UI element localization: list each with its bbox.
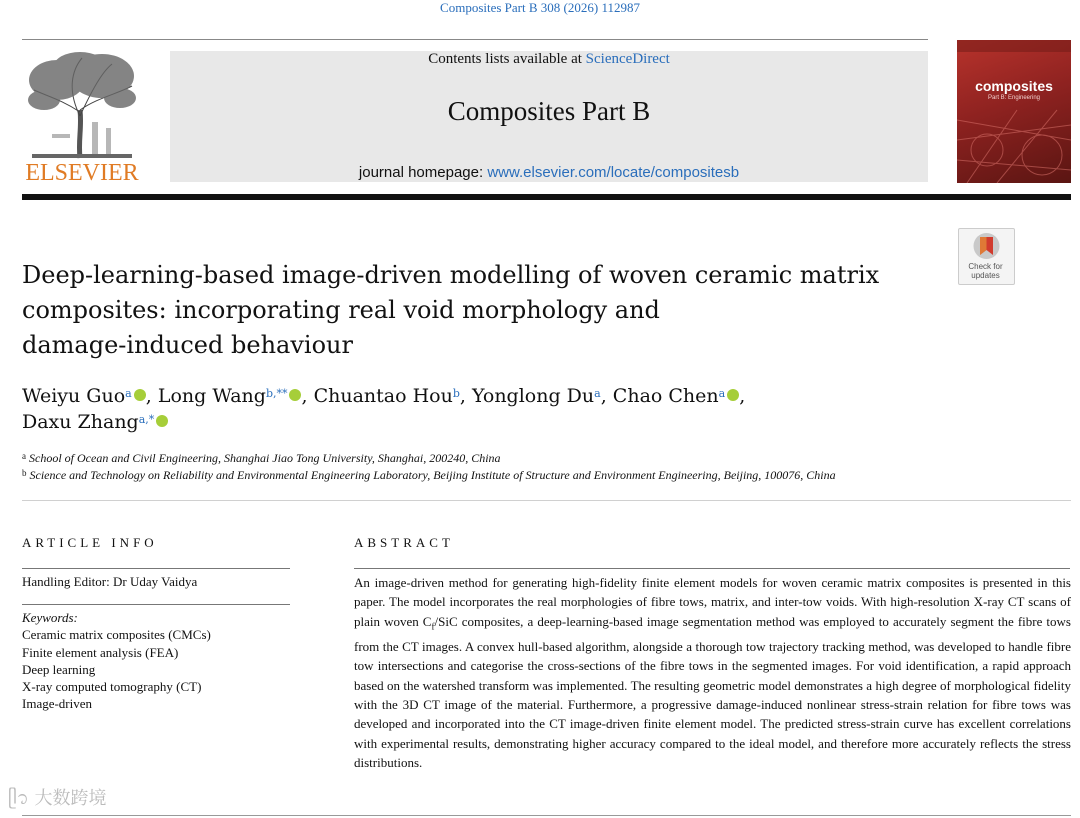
orcid-icon[interactable] [289, 389, 301, 401]
elsevier-wordmark[interactable]: ELSEVIER [25, 160, 139, 186]
bookmark-icon [959, 229, 1014, 263]
handling-editor: Handling Editor: Dr Uday Vaidya [22, 574, 198, 589]
keyword-item: Finite element analysis (FEA) [22, 645, 179, 660]
orcid-icon[interactable] [134, 389, 146, 401]
watermark-text: 大数跨境 [34, 788, 107, 809]
homepage-line [170, 164, 928, 181]
abstract-rule [354, 568, 1070, 569]
journal-homepage-link[interactable]: www.elsevier.com/locate/compositesb [487, 164, 740, 181]
top-divider [22, 39, 928, 40]
keywords-label: Keywords: [22, 610, 78, 625]
author-name[interactable]: Long Wang [157, 385, 266, 407]
article-info-rule [22, 568, 290, 569]
sciencedirect-link[interactable]: ScienceDirect [585, 51, 670, 67]
author-affil-sup[interactable]: a,* [138, 413, 155, 426]
abstract-part-1: An image-driven method for generating high-fidelity finite element models for woven ceramic matrix composites is presented in this paper. The model incorporates the real morphologies of fibre tows, matrix, and inter-tow voids. With high-resolution X-ray CT scans of plain woven C [354, 575, 1071, 629]
abstract-text [354, 573, 1071, 773]
cover-title: composites [975, 78, 1053, 94]
author-name[interactable]: Chuantao Hou [313, 385, 453, 407]
orcid-icon[interactable] [727, 389, 739, 401]
author-affil-sup[interactable]: a [718, 387, 726, 400]
header-thick-divider [22, 194, 1071, 200]
article-info-heading: ARTICLE INFO [22, 535, 158, 550]
author-name[interactable]: Yonglong Du [471, 385, 595, 407]
keyword-item: X-ray computed tomography (CT) [22, 679, 202, 694]
author-affil-sup[interactable]: a [594, 387, 601, 400]
cover-subtitle: Part B: Engineering [987, 95, 1041, 101]
watermark-logo-icon: ᥫ᭡ [8, 788, 35, 809]
title-line: composites: incorporating real void morphology and [22, 296, 660, 324]
affiliation-a [22, 451, 501, 466]
orcid-icon[interactable] [156, 415, 168, 427]
keyword-item: Deep learning [22, 662, 96, 677]
check-for-updates-label [958, 262, 1013, 280]
contents-line [170, 51, 928, 68]
author-affil-sup[interactable]: b [452, 387, 460, 400]
journal-cover-thumbnail[interactable] [957, 40, 1071, 183]
keywords-rule [22, 604, 290, 605]
affiliation-text: School of Ocean and Civil Engineering, Shanghai Jiao Tong University, Shanghai, 200240, China [29, 451, 501, 465]
badge-line-2: updates [971, 271, 1000, 280]
keyword-item: Ceramic matrix composites (CMCs) [22, 627, 211, 642]
abstract-heading: ABSTRACT [354, 535, 454, 550]
author-name[interactable]: Chao Chen [612, 385, 719, 407]
author-list: Weiyu Guo$^a$ , Long Wang$^{b,**}$ , Chuantao Hou$^b$, Yonglong Du$^a$, Chao Chen$^a$ , Daxu Zhang$^{a,*}$ [22, 385, 746, 433]
keyword-item: Image-driven [22, 696, 93, 711]
journal-citation[interactable]: Composites Part B 308 (2026) 112987 [440, 0, 640, 15]
title-line: damage-induced behaviour [22, 331, 353, 359]
watermark [8, 784, 107, 818]
abstract-subscript: f [431, 621, 435, 632]
contents-prefix: Contents lists available at [428, 51, 586, 67]
badge-line-1: Check for [968, 262, 1003, 271]
article-title [22, 258, 922, 363]
affiliation-mark: a [22, 451, 26, 461]
bottom-divider [22, 815, 1071, 816]
author-affil-sup[interactable]: b,** [265, 387, 288, 400]
abstract-part-2: /SiC composites, a deep-learning-based image segmentation method was employed to accurately segment the fibre tows from the CT images. A convex hull-based algorithm, alongside a thorough tow trajectory tracking method, was developed to handle fibre tow intersections and categorise the cross-sections of the fibre tows in the segmented images. For void identification, a rapid approach based on the watershed transform was implemented. The resulting geometric model demonstrates a high degree of morphological fidelity with the 3D CT image of the material. Furthermore, a progressive damage-induced nonlinear stress-strain relation for fibre tows was developed and incorporated into the CT image-driven finite element model. The predicted stress-strain curve has excellent correlations with experimental results, demonstrating higher accuracy compared to the ideal model, and therefore more accurately reflects the stress distributions. [354, 613, 1071, 771]
affiliation-b [22, 468, 836, 483]
author-name[interactable]: Daxu Zhang [22, 411, 139, 433]
affiliation-text: Science and Technology on Reliability and Environmental Engineering Laboratory, Beijing Institute of Structure and Environment Engineering, Beijing, 100076, China [29, 468, 836, 482]
title-line: Deep-learning-based image-driven modelling of woven ceramic matrix [22, 261, 880, 289]
journal-title: Composites Part B [447, 96, 651, 126]
homepage-prefix: journal homepage: [358, 164, 488, 181]
section-divider [22, 500, 1071, 501]
affiliation-mark: b [22, 468, 27, 478]
author-affil-sup[interactable]: a [125, 387, 132, 400]
cover-graphic [957, 40, 1071, 183]
author-name[interactable]: Weiyu Guo [22, 385, 126, 407]
